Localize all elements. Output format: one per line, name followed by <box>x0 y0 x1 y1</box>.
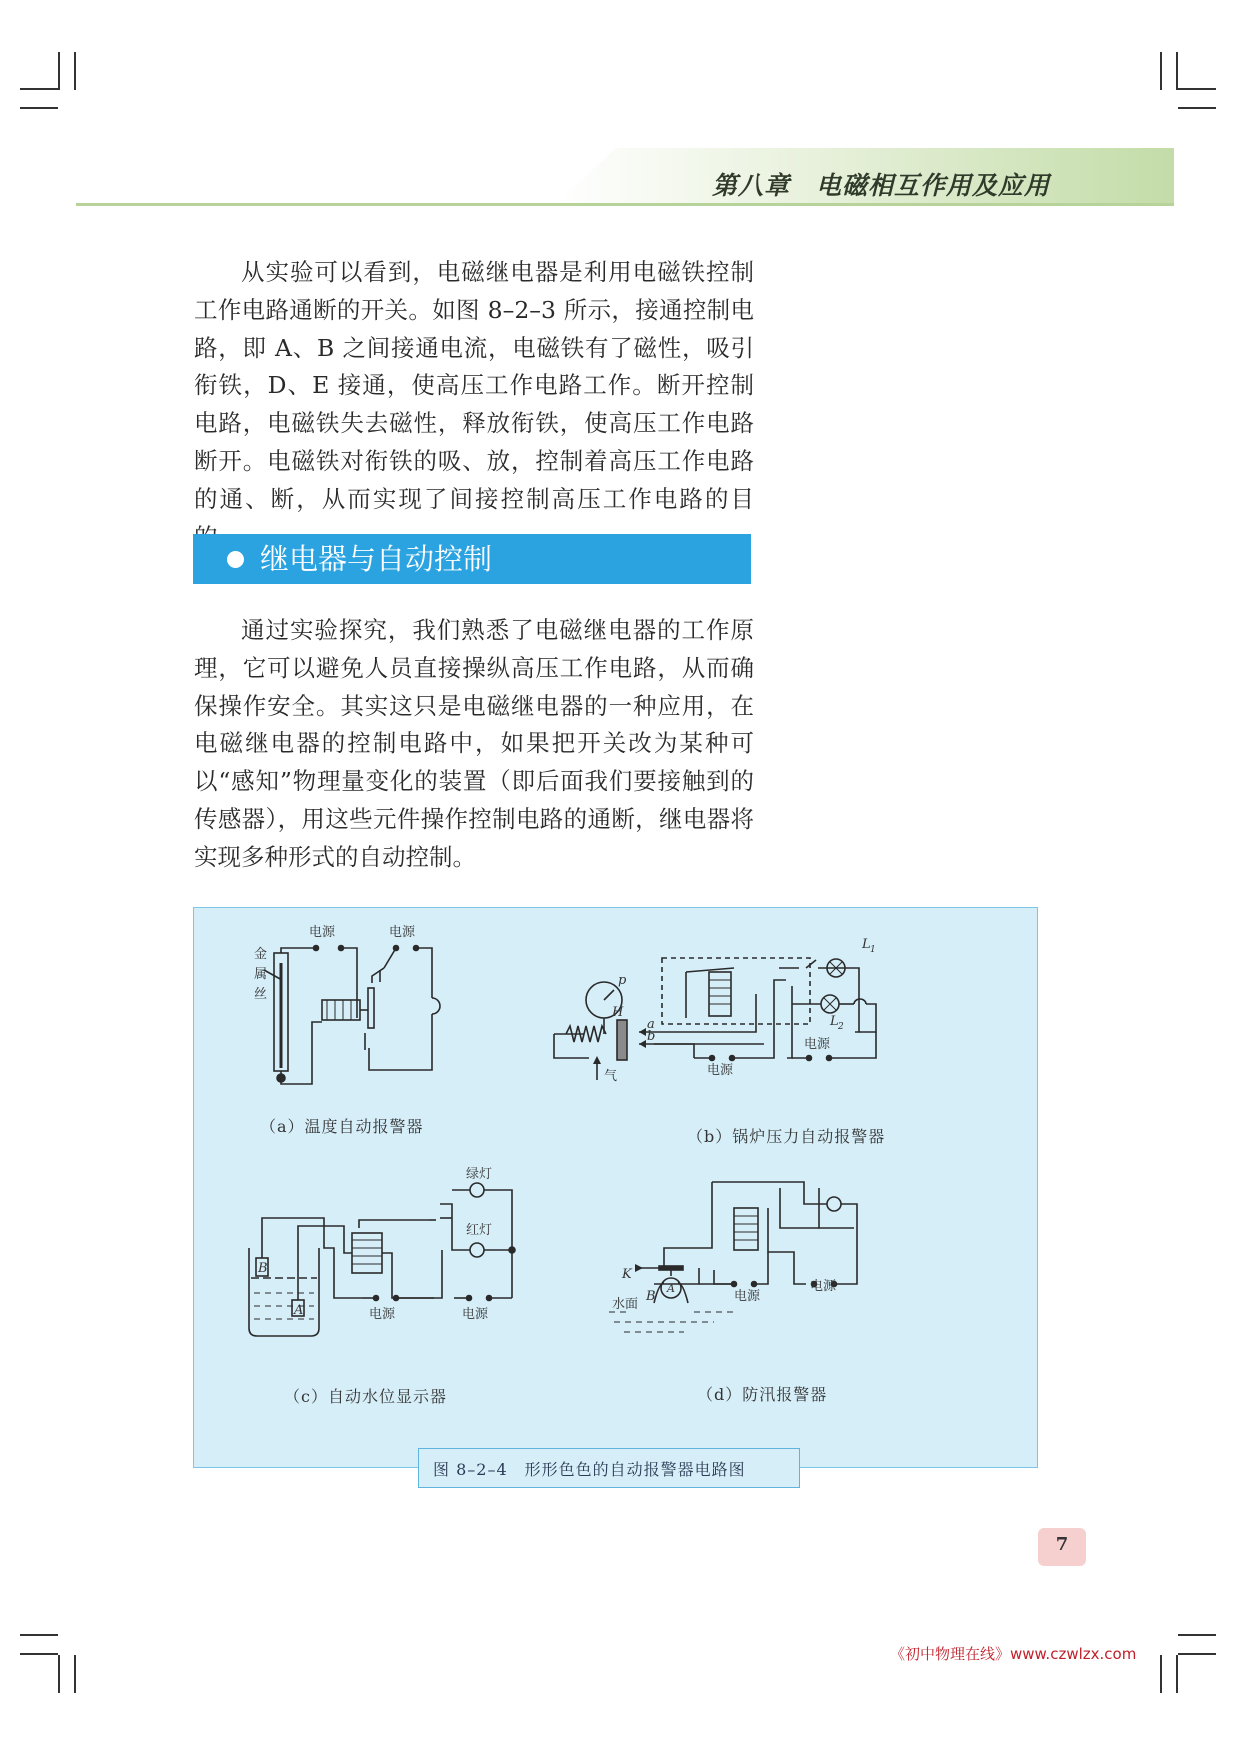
panel-b-b-label: b <box>647 1029 656 1044</box>
panel-b-pressure-label: p <box>618 973 627 988</box>
crop-mark-bottom-left-h2 <box>20 1653 58 1655</box>
crop-mark-bottom-left-v2 <box>74 1655 76 1693</box>
panel-c-power-label-2: 电源 <box>462 1307 489 1322</box>
panel-b-power-label-1: 电源 <box>707 1063 734 1078</box>
crop-mark-bottom-right-v2 <box>1176 1655 1178 1693</box>
circuit-a-temperature-alarm <box>264 946 440 1085</box>
panel-b-caption: （b）锅炉压力自动报警器 <box>687 1127 886 1146</box>
panel-b-l1-label: L <box>862 937 871 952</box>
crop-mark-top-right-v2 <box>1176 52 1178 90</box>
panel-d-power-label-2: 电源 <box>810 1279 837 1294</box>
paragraph-relay-principle: 从实验可以看到，电磁继电器是利用电磁铁控制工作电路通断的开关。如图 8–2–3 所示，接通控制电路，即 A、B 之间接通电流，电磁铁有了磁性，吸引衔铁，D、E 接通，使高压工作电路工作。断开控制电路，电磁铁失去磁性，释放衔铁，使高压工作电路断开。电磁铁对衔铁的吸、放，控制着高压工作电路的通、断，从而实现了间接控制高压工作电路的目 <box>194 258 754 513</box>
crop-mark-top-right-h1 <box>1178 88 1216 90</box>
circuit-d-flood-alarm <box>609 1182 857 1332</box>
panel-a-power-label-1: 电源 <box>309 925 336 940</box>
panel-c-a-label: A <box>294 1303 304 1318</box>
panel-b-a-label: a <box>647 1017 655 1032</box>
crop-mark-top-left-h1 <box>20 88 58 90</box>
crop-mark-bottom-left-h1 <box>20 1634 58 1636</box>
panel-d-b-label: B <box>646 1289 656 1304</box>
panel-c-power-label-1: 电源 <box>369 1307 396 1322</box>
panel-c-green-lamp-label: 绿灯 <box>466 1167 493 1182</box>
paragraph-relay-automation: 通过实验探究，我们熟悉了电磁继电器的工作原理，它可以避免人员直接操纵高压工作电路，从而确保操作安全。其实这只是电磁继电器的一种应用，在电磁继电器的控制电路中，如果把开关改为某种可以“感知”物理量变化的装置（即后面我们要接触到的传感器），用这些元件操作控制电路的通断，继电器将实现多种形式的自动控制。 <box>194 616 754 871</box>
circuit-b-boiler-pressure-alarm <box>554 958 876 1080</box>
panel-d-k-label: K <box>622 1267 632 1282</box>
panel-d-a-label: A <box>667 1282 675 1295</box>
crop-mark-top-left-v2 <box>74 52 76 90</box>
panel-d-water-label: 水面 <box>612 1297 639 1312</box>
panel-b-h-label: H <box>612 1005 624 1020</box>
crop-mark-top-left-h2 <box>20 107 58 109</box>
crop-mark-bottom-right-h1 <box>1178 1634 1216 1636</box>
panel-c-red-lamp-label: 红灯 <box>466 1223 493 1238</box>
crop-mark-top-right-v1 <box>1160 52 1162 90</box>
page-number: 7 <box>1055 1534 1069 1555</box>
figure-caption: 图 8–2–4 形形色色的自动报警器电路图 <box>433 1460 746 1479</box>
crop-mark-top-left-v1 <box>58 52 60 90</box>
panel-d-power-label-1: 电源 <box>734 1289 761 1304</box>
panel-b-l2-label: L <box>830 1014 839 1029</box>
panel-b-gas-label: 气 <box>604 1069 618 1084</box>
chapter-title: 第八章 电磁相互作用及应用 <box>712 171 1051 200</box>
crop-mark-bottom-right-v1 <box>1160 1655 1162 1693</box>
panel-a-caption: （a）温度自动报警器 <box>260 1117 424 1136</box>
footer-watermark: 《初中物理在线》www.czwlzx.com <box>890 1645 1137 1663</box>
bullet-dot-icon <box>227 551 244 568</box>
panel-c-caption: （c）自动水位显示器 <box>284 1387 447 1406</box>
crop-mark-top-right-h2 <box>1178 107 1216 109</box>
section-title: 继电器与自动控制 <box>260 542 493 576</box>
panel-b-power-label-2: 电源 <box>804 1037 831 1052</box>
panel-a-power-label-2: 电源 <box>389 925 416 940</box>
figure-panel <box>193 907 1038 1468</box>
panel-d-caption: （d）防汛报警器 <box>697 1385 828 1404</box>
panel-a-wire-label-2: 属 <box>254 967 268 982</box>
panel-c-b-label: B <box>258 1261 268 1276</box>
panel-a-wire-label-3: 丝 <box>254 987 268 1002</box>
crop-mark-bottom-right-h2 <box>1178 1653 1216 1655</box>
crop-mark-bottom-left-v1 <box>58 1655 60 1693</box>
panel-a-wire-label-1: 金 <box>254 947 268 962</box>
panel-b-l2-subscript: 2 <box>838 1022 844 1032</box>
panel-b-l1-subscript: 1 <box>870 945 876 955</box>
